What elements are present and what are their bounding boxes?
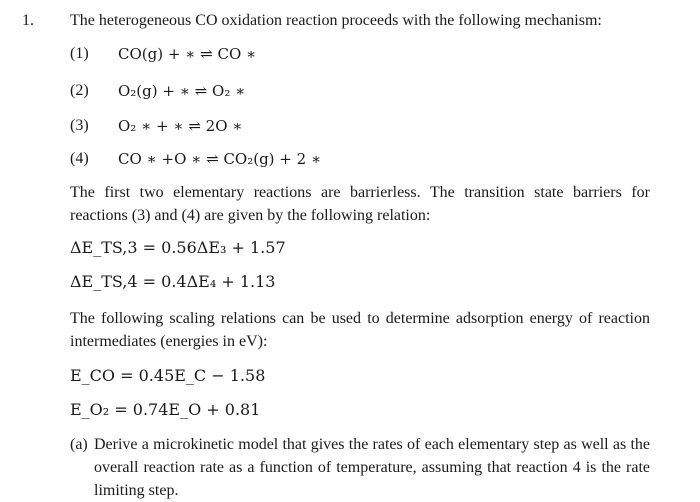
part-a-label: (a) [70,436,88,453]
reaction-4-equation: CO ∗ +O ∗ ⇌ CO₂(g) + 2 ∗ [118,150,322,168]
barrier-paragraph: The first two elementary reactions are barrierless. The transition state barriers for reactions (3) and (4) are given by the following relation: [70,184,650,224]
reaction-1-label: (1) [70,45,89,62]
scaling-relation-o2: E_O₂ = 0.74E_O + 0.81 [70,400,261,419]
reaction-2-equation: O₂(g) + ∗ ⇌ O₂ ∗ [118,82,246,100]
barrier-relation-4: ΔE_TS,4 = 0.4ΔE₄ + 1.13 [70,272,276,291]
reaction-3-equation: O₂ ∗ + ∗ ⇌ 2O ∗ [118,117,243,135]
scaling-relation-co: E_CO = 0.45E_C − 1.58 [70,366,266,385]
scaling-paragraph: The following scaling relations can be used to determine adsorption energy of reaction intermediates (energies in eV): [70,310,650,350]
part-a [70,433,650,502]
reaction-1-equation: CO(g) + ∗ ⇌ CO ∗ [118,45,257,63]
reaction-2-label: (2) [70,82,89,99]
problem-intro: The heterogeneous CO oxidation reaction proceeds with the following mechanism: [70,12,602,29]
part-a-text: Derive a microkinetic model that gives the rates of each elementary step as well as the overall reaction rate as a function of temperature, assuming that reaction 4 is the rate limiting step. [94,436,650,499]
reaction-3-label: (3) [70,117,89,134]
barrier-relation-3: ΔE_TS,3 = 0.56ΔE₃ + 1.57 [70,238,286,257]
reaction-4-label: (4) [70,150,89,167]
problem-number: 1. [22,12,34,29]
